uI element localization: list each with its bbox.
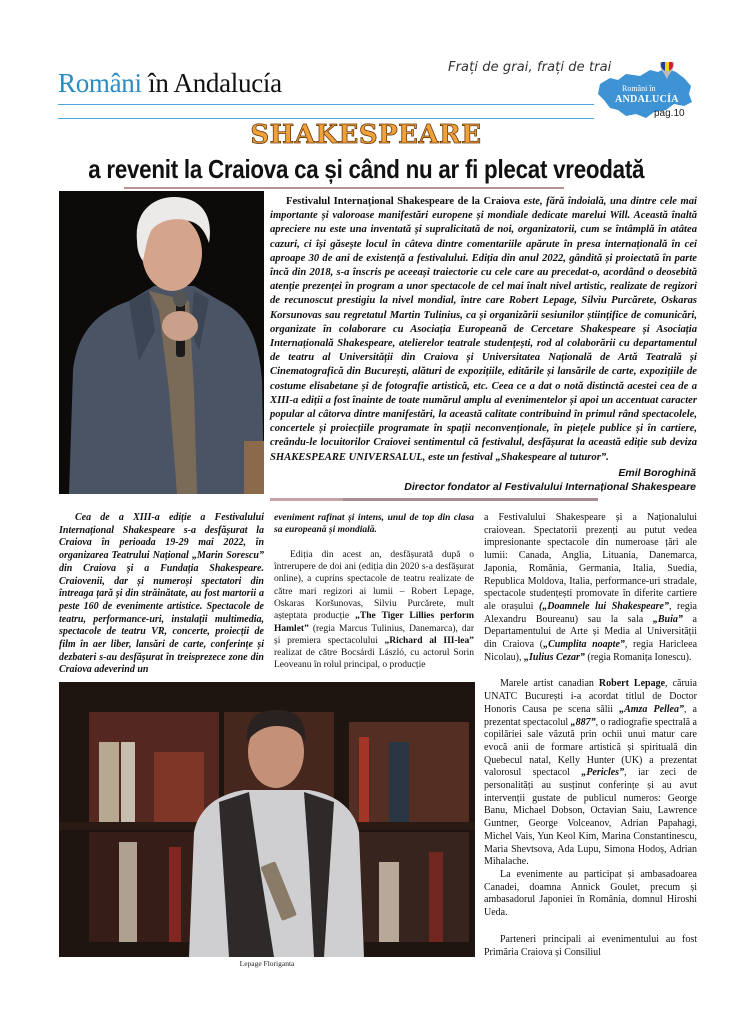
text-run: Marele artist canadian [500, 678, 599, 690]
show-title-doamnele: („Doamnele lui Shakespeare” [538, 600, 669, 612]
logo-text-romani-in: Români în [622, 84, 656, 93]
masthead-slogan: Frați de grai, frați de trai [448, 60, 612, 75]
logo-text-andalucia: ANDALUCÍA [615, 94, 679, 105]
article-column-2 [274, 512, 474, 672]
author-name: Emil Boroghină [618, 467, 696, 479]
column-3-paragraph-2 [484, 678, 697, 869]
show-title-tiger-lillies: „The Tiger Lillies perform Hamlet” [274, 611, 474, 634]
show-title-pericles: „Pericles” [581, 767, 625, 779]
lead-separator-right [343, 498, 598, 501]
column-3-paragraph-4: Parteneri principali ai evenimentului au fost Primăria Craiova și Consiliul [484, 933, 697, 958]
article-column-3 [484, 512, 697, 959]
article-headline-wrap [0, 154, 732, 184]
text-run: (regia Romanița Ionescu). [584, 651, 692, 663]
show-title-richard-iii: „Richard al III-lea” [384, 635, 474, 646]
masthead-rule-top [58, 104, 594, 105]
text-run: a Festivalului Shakespeare și a Naționalului craiovean. Spectatorii prezenți au putut vedea impresionante spectacole din numeroase țări ale lumii: Canada, Anglia, Lituania, Danemarca, Japonia, România, Germania, Italia, Suedia, Republica Moldova, Italia, performance-uri stradale, spectacole studențești promovate în diferite cartiere ale orașului [484, 512, 697, 612]
photo-lepage-performance [59, 682, 475, 957]
text-run: , o radiografie spectrală a copilăriei sale văzută prin ochii unui matur care evocă anii de formare artistică și spirituală din Quebecul natal, Kelly Hunter (UK) a prezentat valorosul spectacol [484, 716, 697, 779]
show-title-iulius-cezar: „Iulius Cezar” [524, 651, 585, 663]
headline-underline [124, 187, 564, 189]
lead-text: este, fără îndoială, una dintre cele mai importante și valoroase manifestări europene și mondiale dedicate marelui Will. Această înaltă apreciere nu este una inventată și supralicitată de noi, organizatorii, cum se întâmplă în atâtea cazuri, ci își găsește locul în câteva dintre comentariile apărute în presa internațională în cei aproape 30 de ani de existență a festivalului. Ediția din anul 2022, gândită și proiectată în parte încă din 2018, s-a înscris pe aceeași traiectorie cu cele care au precedat-o, acordând o deosebită atenție prezenței în program a unor spectacole de cel mai înalt nivel artistic, realizate de regizori de recunoscut prestigiu la nivel mondial, între care Robert Lepage, Silviu Purcărete, Oskaras Korsunovas sau regretatul Martin Tulinius, ca și organizării sesiunilor științifice de comunicări, organizate în colaborare cu Asociația Europeană de Cercetare Shakespeare și Asociația Internațională Shakespeare, atelierelor teatrale studențești, rod al colaborării cu departamentul de teatru al Universității din Craiova și Universitatea Națională de Artă Teatrală și Cinematografică din București, alături de expozițiile, editările și lansările de carte, expozițiile de costume elisabetane și de fotografie artistică, etc. Ceea ce a dat o notă distinctă acestei cea de a XIII-a ediții a fost înainte de toate numărul amplu al evenimentelor și apoi un accentuat caracter popular al câtorva dintre manifestări, la această calitate contribuind în primul rând spectacolele, concertele și proiecțiile programate în spații neconvenționale, în piețele publice și în cartiere, creându-le locuitorilor Craiovei sentimentul că festivalul, desfășurat la această ediție sub deviza SHAKESPEARE UNIVERSALUL, este un festival „Shakespeare al tuturor”. [270, 196, 697, 463]
text-run: (regia Marcus Tulinius, Danemarca), dar și premiera spectacolului [274, 623, 474, 646]
article-headline: a revenit la Craiova ca și când nu ar fi plecat vreodată [88, 154, 644, 184]
photo-emil-boroghina [59, 191, 264, 494]
lead-festival-name: Festivalul Internațional Shakespeare de la Craiova [286, 196, 520, 207]
masthead-title [58, 70, 282, 97]
masthead-title-romani: Români [58, 68, 142, 98]
text-run: realizat de către Bocsárdi László, cu actorul Sorin Leoveanu în rolul principal, o producție [274, 648, 474, 671]
lead-signature [404, 466, 696, 494]
text-run: , a prezentat spectacolul [484, 703, 697, 728]
text-run: , regia Haricleea Nicolau), [484, 639, 698, 663]
text-run: a Departamentului de Arte și Media al Universității din Craiova ( [484, 613, 697, 651]
venue-buia: „Buia” [652, 613, 683, 625]
column-3-paragraph-1 [484, 512, 697, 664]
article-column-1 [59, 512, 264, 677]
author-role: Director fondator al Festivalului Internațional Shakespeare [404, 481, 696, 493]
article-kicker: SHAKESPEARE [250, 120, 482, 150]
photo-caption: Lepage Floriganta [239, 959, 295, 968]
show-title-cumplita-noapte: „Cumplita noapte” [543, 639, 625, 651]
lead-separator-left [270, 498, 343, 501]
text-run: Ediția din acest an, desfășurată după o întrerupere de doi ani (ediția din 2020 s-a desfășurat online), a cuprins spectacole de teatru realizate de către mari regizori ai lumii – Robert Lepage, Oskaras Koršunovas, Silviu Purcărete, mult așteptata producție [274, 549, 474, 622]
text-run: , regia Alexandru Boureanu) sau la sala [484, 600, 697, 625]
column-2-continuation: eveniment rafinat și intens, unul de top din clasa sa europeană și mondială. [274, 513, 474, 536]
name-robert-lepage: Robert Lepage [598, 678, 666, 690]
text-run: , iar zeci de personalități au susținut conferințe și au avut intervenții gustate de publicul numeros: George Banu, Michael Dobson, Octavian Saiu, Lawrence Guntner, George Volceanov, Adrian Papahagi, Michel Vais, Yun Keol Kim, Marina Constantinescu, Maria Shevtsova, Ada Lupu, Simona Hodoș, Adrian Mihalache. [484, 767, 697, 868]
column-1-paragraph: Cea de a XIII-a ediție a Festivalului Internațional Shakespeare s-a desfășurat la Craiova în perioada 19-29 mai 2022, în organizarea Teatrului Național „Marin Sorescu” din Craiova și a Fundația Shakespeare. Craiovenii, dar și numeroși spectatori din întreaga țară și din străinătate, au fost martorii a peste 160 de evenimente artistice. Spectacole de teatru, performance-uri, instalații multimedia, spectacole de teatru VR, concerte, proiecții de film în aer liber, lansări de carte, conferințe și dezbateri s-au desfășurat în treisprezece zone din Craiova adeverind un [59, 512, 264, 676]
column-3-paragraph-3: La evenimente au participat și ambasadoarea Canadei, doamna Annick Goulet, precum și ambasadorul Japoniei în România, domnul Hiroshi Ueda. [484, 868, 697, 919]
venue-amza-pellea: „Amza Pellea” [619, 703, 685, 715]
column-2-paragraph [274, 549, 474, 672]
masthead-title-andalucia: în Andalucía [141, 68, 282, 98]
page-number: pag.10 [654, 108, 685, 119]
masthead-rule-bottom [58, 118, 594, 119]
text-run: , căruia UNATC București i-a acordat titlul de Doctor Honoris Causa pe scena sălii [484, 678, 697, 715]
article-lead [270, 195, 697, 465]
show-title-887: „887” [570, 716, 596, 728]
